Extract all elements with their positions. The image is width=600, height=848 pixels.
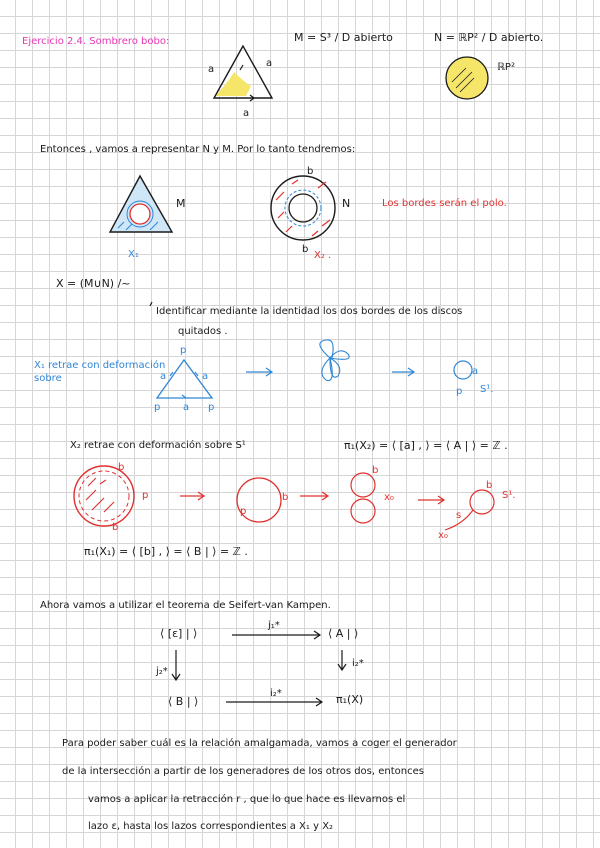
eight-b-top: b [372, 465, 379, 476]
disc-N-top [446, 57, 488, 99]
red-s1-b: b [486, 480, 493, 491]
blue-arrow-2 [392, 368, 414, 376]
blue-s1-label: S¹. [480, 384, 494, 395]
X-definition: X = (M∪N) /~ [56, 277, 131, 290]
entonces-line: Entonces , vamos a representar N y M. Por lo tanto tendremos: [40, 144, 356, 155]
red-s-label: s [456, 510, 462, 521]
red-disc-b-top: b [118, 462, 125, 473]
cd-label-i2-bottom: i₂* [270, 688, 282, 699]
eight-x0: x₀ [384, 492, 394, 503]
red-arrow-2 [300, 492, 328, 500]
red-s1-label: S¹. [502, 490, 516, 501]
svk-intro: Ahora vamos a utilizar el teorema de Seifert-van Kampen. [40, 600, 331, 611]
red-disc-X2 [74, 466, 134, 526]
cd-label-i2-right: i₂* [352, 658, 364, 669]
triangle-M-with-hole [110, 176, 172, 232]
cd-top-left: ⟨ [ε] | ⟩ [160, 627, 198, 640]
cd-bottom-left: ⟨ B | ⟩ [168, 695, 199, 708]
blue-circle-s1 [454, 361, 472, 379]
red-disc-p: p [142, 490, 149, 501]
M-formula: M = S³ / D abierto [294, 31, 393, 44]
cd-top-right: ⟨ A | ⟩ [328, 627, 359, 640]
triangle-top-a-right: a [266, 58, 273, 69]
pi1-x1: π₁(X₁) = ⟨ [b] , ⟩ = ⟨ B | ⟩ = ℤ . [84, 545, 248, 558]
annulus-b-top: b [307, 166, 314, 177]
identify-line-1: Identificar mediante la identidad los dos bordes de los discos [156, 306, 463, 317]
bordes-note: Los bordes serán el polo. [382, 198, 507, 209]
cd-bottom-right: π₁(X) [336, 693, 364, 706]
label-N: N [342, 197, 351, 210]
exercise-heading: Ejercicio 2.4. Sombrero bobo: [22, 36, 170, 47]
rp2-label: ℝP² [497, 62, 515, 73]
blue-p-right: p [208, 402, 215, 413]
cd-arrow-right [338, 650, 346, 670]
label-X2: X₂ . [314, 250, 332, 261]
red-disc-b-bottom: b [112, 522, 119, 533]
blue-flower [320, 340, 349, 381]
label-M: M [176, 197, 186, 210]
red-arrow-1 [180, 492, 204, 500]
triangle-M-top [214, 46, 272, 101]
blue-a-right: a [202, 371, 209, 382]
blue-a-left: a [160, 371, 167, 382]
blue-circle-a: a [472, 366, 479, 377]
blue-p-top: p [180, 345, 187, 356]
cd-label-j2: j₂* [156, 666, 168, 677]
triangle-top-a-left: a [208, 64, 215, 75]
red-circle-p: p [240, 506, 247, 517]
triangle-top-a-bottom: a [243, 108, 250, 119]
label-X1: X₁ [128, 249, 139, 260]
pi1-x2: π₁(X₂) = ⟨ [a] , ⟩ = ⟨ A | ⟩ = ℤ . [344, 439, 508, 452]
red-arrow-3 [418, 496, 444, 504]
red-figure-eight [351, 473, 375, 523]
red-x0-label: x₀ [438, 530, 448, 541]
paragraph-line-2: de la intersección a partir de los generadores de los otros dos, entonces [62, 766, 424, 777]
blue-circle-p: p [456, 386, 463, 397]
annulus-N [271, 176, 335, 240]
x1-retract-line-1: X₁ retrae con deformación [34, 360, 166, 371]
identify-mark [150, 302, 152, 306]
paragraph-line-4: lazo ε, hasta los lazos correspondientes a X₁ y X₂ [88, 821, 334, 832]
x2-retract-line: X₂ retrae con deformación sobre S¹ [70, 440, 246, 451]
x1-retract-line-2: sobre [34, 373, 62, 384]
blue-a-bottom: a [183, 402, 190, 413]
paragraph-line-3: vamos a aplicar la retracción r , que lo que hace es llevarnos el [88, 794, 406, 805]
identify-line-2: quitados . [178, 326, 228, 337]
annulus-b-bottom: b [302, 244, 309, 255]
blue-p-left: p [154, 402, 161, 413]
red-circle-s1 [445, 490, 494, 530]
cd-arrow-left [172, 650, 180, 680]
cd-label-j1: j₁* [268, 620, 280, 631]
red-circle-b: b [282, 492, 289, 503]
paragraph-line-1: Para poder saber cuál es la relación amalgamada, vamos a coger el generador [62, 738, 457, 749]
cd-arrow-top [232, 631, 320, 639]
blue-arrow-1 [246, 368, 272, 376]
N-formula: N = ℝP² / D abierto. [434, 31, 544, 44]
